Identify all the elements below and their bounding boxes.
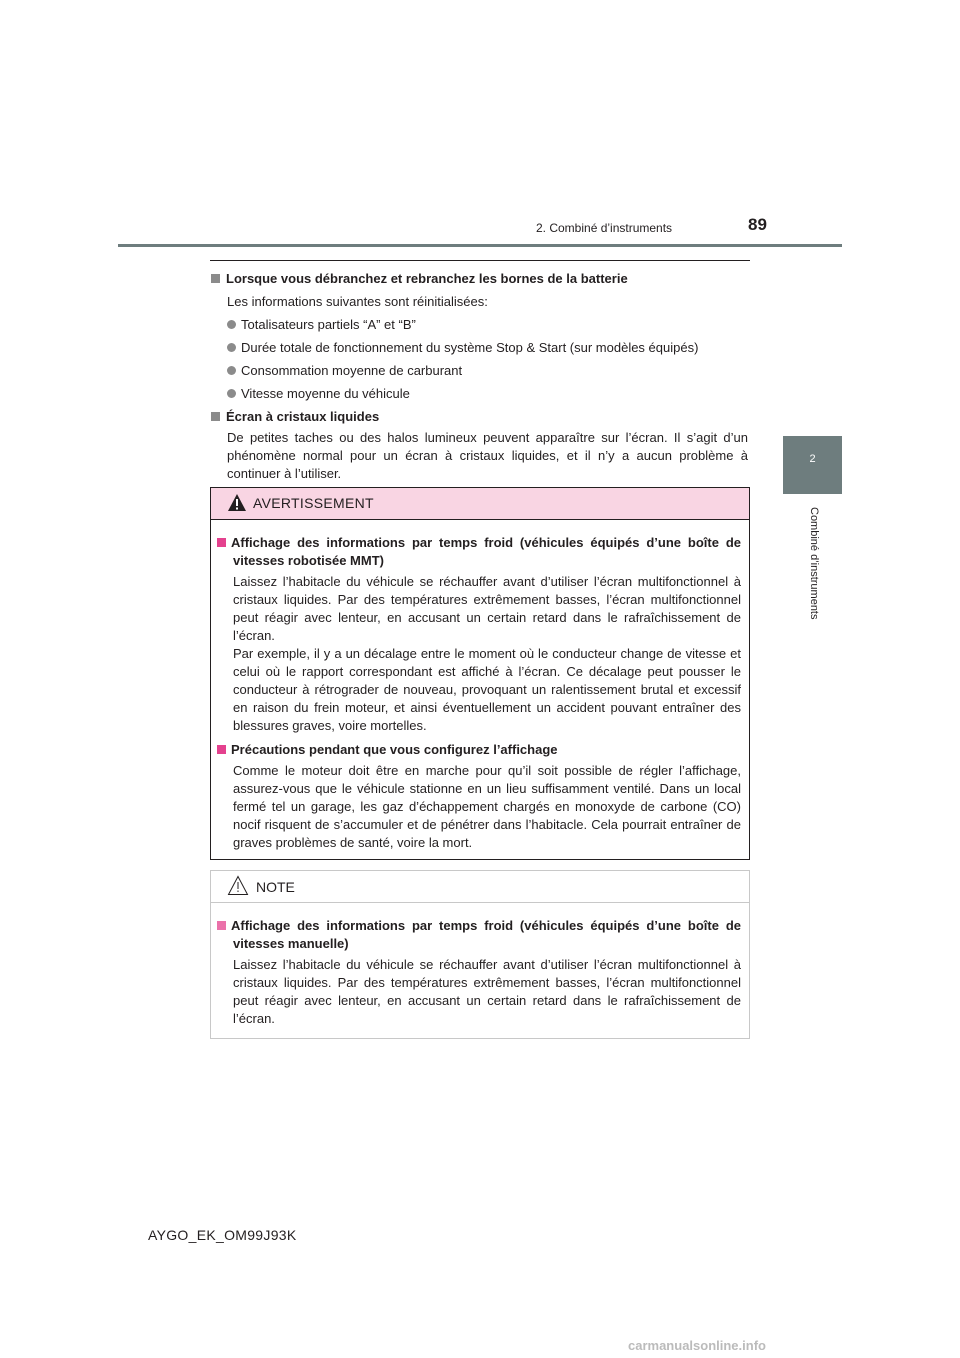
note-header <box>211 871 749 903</box>
warning-item-heading: Affichage des informations par temps froid (véhicules équipés d’une boîte de vitesses robotisée MMT) <box>217 534 741 570</box>
header-divider <box>118 244 842 247</box>
header-section-title: 2. Combiné d’instruments <box>536 221 673 235</box>
warning-item-heading: Précautions pendant que vous configurez l’affichage <box>217 741 741 759</box>
square-bullet-icon <box>217 921 226 930</box>
warning-box <box>210 487 750 860</box>
note-item-heading: Affichage des informations par temps froid (véhicules équipés d’une boîte de vitesses manuelle) <box>217 917 741 953</box>
round-bullet-icon <box>227 366 236 375</box>
chapter-label: Combiné d’instruments <box>808 507 820 620</box>
square-bullet-icon <box>217 745 226 754</box>
square-bullet-icon <box>211 412 220 421</box>
main-content <box>211 270 748 483</box>
warning-header <box>211 488 749 520</box>
content-divider <box>210 260 750 261</box>
note-item-text: Laissez l’habitacle du véhicule se réchauffer avant d’utiliser l’écran multifonctionnel à cristaux liquides. Par des températures extrêmement basses, l’écran multifonctionnel peut réagir avec lenteur, en accusant un certain retard dans le rafraîchissement de l’écran. <box>233 957 741 1026</box>
caution-triangle-icon <box>227 875 249 896</box>
section-battery-heading: Lorsque vous débranchez et rebranchez les bornes de la batterie <box>211 270 748 288</box>
note-body <box>211 903 749 1028</box>
document-code: AYGO_EK_OM99J93K <box>148 1227 297 1243</box>
list-item: Consommation moyenne de carburant <box>227 362 748 380</box>
chapter-tab <box>783 436 842 494</box>
warning-triangle-icon <box>227 493 247 512</box>
square-bullet-icon <box>217 538 226 547</box>
note-box <box>210 870 750 1039</box>
list-item: Vitesse moyenne du véhicule <box>227 385 748 403</box>
chapter-number: 2 <box>809 453 816 465</box>
watermark: carmanualsonline.info <box>628 1338 766 1353</box>
section-lcd-text: De petites taches ou des halos lumineux peuvent apparaître sur l’écran. Il s’agit d’un phénomène normal pour un écran à cristaux liquides, et il n’y a aucun problème à continuer à l’utiliser. <box>227 430 748 481</box>
round-bullet-icon <box>227 343 236 352</box>
page-number: 89 <box>748 215 767 234</box>
list-item: Totalisateurs partiels “A” et “B” <box>227 316 748 334</box>
warning-item-text: Laissez l’habitacle du véhicule se réchauffer avant d’utiliser l’écran multifonctionnel à cristaux liquides. Par des températures extrêmement basses, l’écran multifonctionnel peut réagir avec lenteur, en accusant un certain retard dans le rafraîchissement de l’écran. <box>233 574 741 643</box>
warning-body <box>211 520 749 852</box>
note-title: NOTE <box>256 879 295 895</box>
warning-title: AVERTISSEMENT <box>253 495 374 511</box>
warning-item-text: Comme le moteur doit être en marche pour qu’il soit possible de régler l’affichage, assurez-vous que le véhicule stationne en un lieu suffisamment ventilé. Dans un local fermé tel un garage, les gaz d’échappement chargés en monoxyde de carbone (CO) nocif risquent de s’accumuler et de pénétrer dans l’habitacle. Cela pourrait entraîner de graves problèmes de santé, voire la mort. <box>233 763 741 850</box>
section-battery-intro: Les informations suivantes sont réinitialisées: <box>227 294 488 309</box>
warning-item-text: Par exemple, il y a un décalage entre le moment où le conducteur change de vitesse et celui où le rapport correspondant est affiché à l’écran. Ce décalage peut pousser le conducteur à rétrograder de nouveau, provoquant un ralentissement brutal et excessif en raison du frein moteur, et ainsi éventuellement un accident pouvant entraîner des blessures graves, voire mortelles. <box>233 646 741 733</box>
round-bullet-icon <box>227 320 236 329</box>
section-lcd-heading: Écran à cristaux liquides <box>211 408 748 426</box>
round-bullet-icon <box>227 389 236 398</box>
list-item: Durée totale de fonctionnement du système Stop & Start (sur modèles équipés) <box>227 339 748 357</box>
square-bullet-icon <box>211 274 220 283</box>
